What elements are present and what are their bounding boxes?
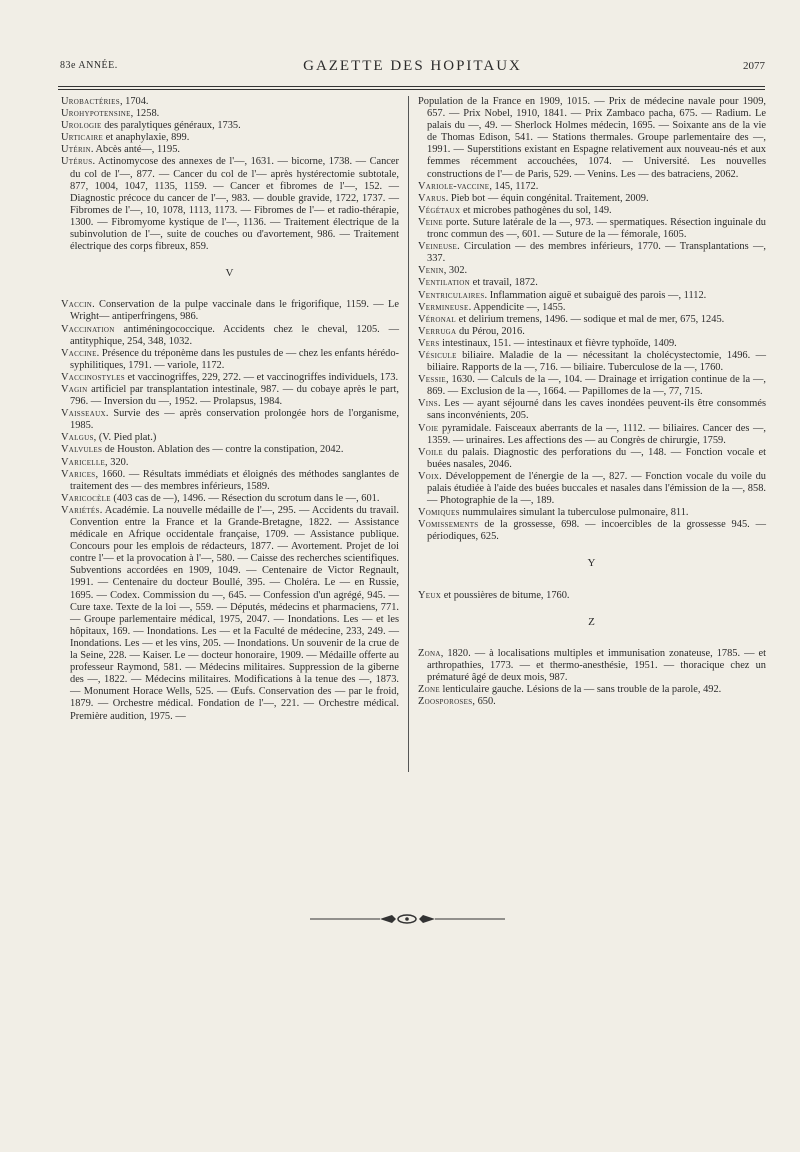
index-entry xyxy=(61,120,399,132)
index-references: . Développement de l'énergie de la —, 827. — Fonction vocale du voile du palais étudiée à l'aide des buées buccales et nasales dans l'émission de la —, 858. — Photographie de la —, 189. xyxy=(427,470,766,507)
index-references: (403 cas de —), 1496. — Résection du scrotum dans le —, 601. xyxy=(110,492,380,504)
journal-title: GAZETTE DES HOPITAUX xyxy=(303,58,522,74)
index-entry xyxy=(418,696,766,708)
index-term: Zone xyxy=(418,684,440,696)
index-term: Urohypotensine xyxy=(61,108,131,120)
index-term: Végétaux xyxy=(418,204,461,216)
index-references: , 320. xyxy=(105,456,129,468)
index-entry xyxy=(418,265,766,277)
index-entry xyxy=(61,156,399,253)
index-entry xyxy=(61,432,399,444)
column-divider xyxy=(408,96,409,772)
index-references: . Abcès anté—, 1195. xyxy=(90,144,180,156)
index-references: , 1820. — à localisations multiples et immunisation zonateuse, 1785. — et arthropathies, 1773. — et thermo-anesthésie, 1951. — thoracique chez un prématuré âgé de deux mois, 987. xyxy=(427,647,766,683)
index-term: Urologie xyxy=(61,120,102,132)
index-entry xyxy=(418,684,766,696)
index-entry xyxy=(61,469,399,493)
header-rule-top xyxy=(58,86,765,87)
index-entry xyxy=(61,132,399,144)
index-references: , 1704. xyxy=(119,96,149,107)
index-entry xyxy=(418,648,766,684)
index-references: , 650. xyxy=(472,696,496,708)
index-term: Ventriculaires xyxy=(418,289,485,301)
left-column xyxy=(61,96,399,723)
index-term: Valvules xyxy=(61,444,103,456)
running-header xyxy=(60,56,765,76)
index-term: Urobactéries xyxy=(61,96,120,107)
index-references: et delirium tremens, 1496. — sodique et mal de mer, 675, 1245. xyxy=(456,313,725,325)
index-references: , 1630. — Calculs de la —, 104. — Drainage et irrigation continue de la —, 869. — Exclusion de la —, 1664. — Papillomes de la —, 77, 715. xyxy=(427,374,766,398)
index-references: de Houston. Ablation des — contre la constipation, 2042. xyxy=(102,444,344,456)
index-term: Variétés xyxy=(61,504,100,516)
index-term: Yeux xyxy=(418,589,442,601)
index-entry xyxy=(418,338,766,350)
index-references: . Les — ayant séjourné dans les caves inondées peuvent-ils être consommés sans inconvénients, 205. xyxy=(427,398,766,422)
index-entry xyxy=(61,457,399,469)
index-references: artificiel par transplantation intestinale, 987. — du cobaye après le part, 796. — Inversion du —, 1952. — Prolapsus, 1984. xyxy=(70,383,399,408)
index-term: Vaisseaux xyxy=(61,408,106,420)
index-term: Utérin xyxy=(61,144,91,156)
index-term: Vermineuse xyxy=(418,301,469,313)
index-references: et microbes pathogènes du sol, 149. xyxy=(460,204,612,216)
index-term: Vaccin xyxy=(61,299,93,311)
index-term: Varices xyxy=(61,468,96,480)
index-entry xyxy=(61,505,399,723)
index-references: . Actinomycose des annexes de l'—, 1631. — bicorne, 1738. — Cancer du col de l'—, 877. — Cancer du col de l'— après hystérectomie subtotale, 877, 1004, 1047, 1135, 1159. — Cancer et fibromes de l'—, 152. — Diagnostic précoce du cancer de l'—, 983. — double gravide, 1722, 1737. — Fibromes de l'—, 10, 1078, 1113, 1173. — Fibromes de l'— et radio-thérapie, 1300. — Fibromyome kystique de l'—, 1136. — Traitement électrique de la subinvolution de l'—, suite de couches ou d'avortement, 986. — Traitement électrique des corps fibreux, 859. xyxy=(70,156,399,253)
index-term: Vers xyxy=(418,337,440,349)
index-term: Vessie xyxy=(418,374,446,386)
index-entry xyxy=(61,96,399,108)
index-entry xyxy=(418,447,766,471)
index-term: Vaccination xyxy=(61,323,115,335)
index-references: et poussières de bitume, 1760. xyxy=(441,589,570,601)
index-term: Voix xyxy=(418,470,440,482)
index-references: du palais. Diagnostic des perforations du —, 148. — Fonction vocale et buées nasales, 2046. xyxy=(427,446,766,470)
index-entry xyxy=(418,217,766,241)
index-entry xyxy=(418,519,766,543)
index-entry xyxy=(418,241,766,265)
index-entry xyxy=(61,324,399,348)
end-ornament xyxy=(310,912,505,926)
index-term: Variole-vaccine xyxy=(418,180,490,192)
index-term: Vaccine xyxy=(61,347,97,359)
index-references: du Pérou, 2016. xyxy=(456,325,525,337)
index-term: Vagin xyxy=(61,383,88,395)
index-entry xyxy=(418,181,766,193)
index-entry xyxy=(418,350,766,374)
index-references: , 1660. — Résultats immédiats et éloignés des méthodes sanglantes de traitement des — des membres inférieurs, 1589. xyxy=(70,468,399,492)
index-entry xyxy=(418,374,766,398)
index-entry xyxy=(418,398,766,422)
index-term: Varus xyxy=(418,192,446,204)
index-entry xyxy=(418,507,766,519)
index-entry xyxy=(418,590,766,602)
index-term: Ventilation xyxy=(418,277,471,289)
index-entry xyxy=(418,471,766,507)
index-references: . Pieb bot — équin congénital. Traitement, 2009. xyxy=(445,192,649,204)
index-references: intestinaux, 151. — intestinaux et fièvre typhoïde, 1409. xyxy=(439,337,677,349)
index-references: et anaphylaxie, 899. xyxy=(103,132,190,144)
index-references: . Conservation de la pulpe vaccinale dans le frigorifique, 1159. — Le Wright— antiperfringens, 986. xyxy=(70,299,399,323)
index-term: Veineuse xyxy=(418,241,458,253)
index-references: porte. Suture latérale de la —, 973. — spermatiques. Résection inguinale du tronc commun des —, 601. — Suture de la — fémorale, 1605. xyxy=(427,216,766,241)
index-entry xyxy=(61,144,399,156)
index-references: et travail, 1872. xyxy=(470,277,538,289)
index-entry xyxy=(61,108,399,120)
index-references: . Académie. La nouvelle médaille de l'—, 295. — Accidents du travail. Convention entre la France et la Grande-Bretagne, 1822. — Assistance médicale en Afrique occidentale française, 1709. — Assistance publique. Concours pour les emplois de rédacteurs, 1877. — Avortement. Projet de loi contre l'— et la provocation à l'—, 580. — Caisse des recherches scientifiques. Subventions accordées en 1909, 1049. — Centenaire de Victor Regnault, 1991. — Centenaire du docteur Boullé, 395. — Choléra. Le — en Russie, 1695. — Codex. Commission du —, 645. — Confession d'un agrégé, 945. — Cure taxe. Texte de la loi —, 559. — Députés, médecins et pharmaciens, 771. — Groupe parlementaire médical, 1975, 2047. — Inondations. Les — et les hôpitaux, 169. — Inondations. Les — et la Faculté de médecine, 233, 249. — Inondations. Les — et les vins, 205. — Inondations. Un souvenir de la crue de la Seine, 228. — Kaiser. Le — docteur honoraire, 1909. — Médaille offerte au professeur Raymond, 581. — Médecins militaires. Suppression de la giberne des —, 1822. — Médecins militaires. Modifications à la tenue des —, 1873. — Monument Horace Wells, 525. — Œufs. Conservation des — par le froid, 1879. — Orchestre médical. Fondation de l'—, 221. — Orchestre médical. Première audition, 1975. — xyxy=(70,504,399,722)
index-entry xyxy=(418,205,766,217)
index-references: . Appendicite —, 1455. xyxy=(468,301,566,313)
index-term: Voile xyxy=(418,446,443,458)
index-entry xyxy=(418,326,766,338)
index-references: nummulaires simulant la tuberculose pulmonaire, 811. xyxy=(459,507,689,519)
index-entry xyxy=(61,372,399,384)
index-term: Valgus xyxy=(61,432,94,444)
index-references: et vaccinogriffes, 229, 272. — et vaccinogriffes individuels, 173. xyxy=(124,371,399,383)
index-term: Zona xyxy=(418,647,441,659)
index-references: . Circulation — des membres inférieurs, 1770. — Transplantations —, 337. xyxy=(427,241,766,265)
index-entry xyxy=(418,290,766,302)
index-term: Vaccinostyles xyxy=(61,371,125,383)
index-references: antiméningococcique. Accidents chez le cheval, 1205. — antityphique, 254, 348, 1032. xyxy=(70,323,399,347)
index-entry xyxy=(61,299,399,323)
index-references: , 145, 1172. xyxy=(489,180,539,192)
index-references: , (V. Pied plat.) xyxy=(93,432,157,444)
index-term: Vomiques xyxy=(418,507,460,519)
section-letter: V xyxy=(225,267,235,280)
index-entry xyxy=(61,444,399,456)
index-term: Vins xyxy=(418,398,438,410)
index-entry xyxy=(61,384,399,408)
index-references: des paralytiques généraux, 1735. xyxy=(101,120,241,132)
index-entry xyxy=(418,302,766,314)
index-term: Varicocèle xyxy=(61,492,111,504)
index-term: Zoosporoses xyxy=(418,696,473,708)
index-term: Varicelle xyxy=(61,456,106,468)
index-references: . Survie des — après conservation prolongée hors de l'organisme, 1985. xyxy=(70,408,399,432)
index-entry xyxy=(61,408,399,432)
index-term: Utérus xyxy=(61,156,93,168)
index-term: Urticaire xyxy=(61,132,104,144)
header-rule-bottom xyxy=(58,89,765,90)
index-references: , 302. xyxy=(443,265,468,277)
volume-label: 83e ANNÉE. xyxy=(60,60,118,71)
index-entry xyxy=(418,193,766,205)
page-number: 2077 xyxy=(743,60,765,72)
index-references: . Inflammation aiguë et subaiguë des parois —, 1112. xyxy=(484,289,707,301)
index-references: de la grossesse, 698. — incoercibles de la grossesse 945. — périodiques, 625. xyxy=(427,519,766,543)
index-entry-continuation: Population de la France en 1909, 1015. — Prix de médecine navale pour 1909, 657. — Prix Nobel, 1910, 1841. — Prix Zambaco pacha, 675. — Radium. Le palais du —, 49. — Sherlock Holmes médecin, 1695. — Soixante ans de la vie de Thomas Edison, 541. — Stations thermales. Groupe parlementaire des —, 1991. — Superstitions existant en Espagne relativement aux nouveau-nés et aux femmes récemment accouchées, 1074. — Université. Les nouvelles constructions de l'— de Paris, 529. — Venins. Les — des batraciens, 2062. xyxy=(418,96,766,180)
index-references: pyramidale. Faisceaux aberrants de la —, 1112. — biliaires. Cancer des —, 1359. — urinaires. Les affections des — au Congrès de chirurgie, 1759. xyxy=(427,422,766,446)
section-letter: Z xyxy=(588,615,596,628)
index-entry xyxy=(61,493,399,505)
index-entry xyxy=(418,314,766,326)
index-term: Vésicule xyxy=(418,349,457,361)
index-term: Veine xyxy=(418,216,443,228)
section-letter: Y xyxy=(587,557,597,570)
index-term: Verruga xyxy=(418,325,457,337)
index-references: , 1258. xyxy=(130,108,160,120)
index-entry xyxy=(418,277,766,289)
index-term: Vomissements xyxy=(418,519,479,531)
index-entry xyxy=(418,423,766,447)
index-term: Voie xyxy=(418,422,439,434)
index-term: Venin xyxy=(418,265,444,277)
index-references: . Présence du tréponème dans les pustules de — chez les enfants hérédo-syphilitiques, 1791. — variole, 1172. xyxy=(70,347,399,371)
index-entry xyxy=(61,348,399,372)
index-term: Véronal xyxy=(418,313,456,325)
index-references: biliaire. Maladie de la — nécessitant la cholécystectomie, 1496. — biliaire. Rapports de la —, 716. — biliaire. Tuberculose de la —, 1760. xyxy=(427,349,766,374)
index-references: lenticulaire gauche. Lésions de la — sans trouble de la parole, 492. xyxy=(439,684,722,696)
right-column xyxy=(418,96,766,708)
